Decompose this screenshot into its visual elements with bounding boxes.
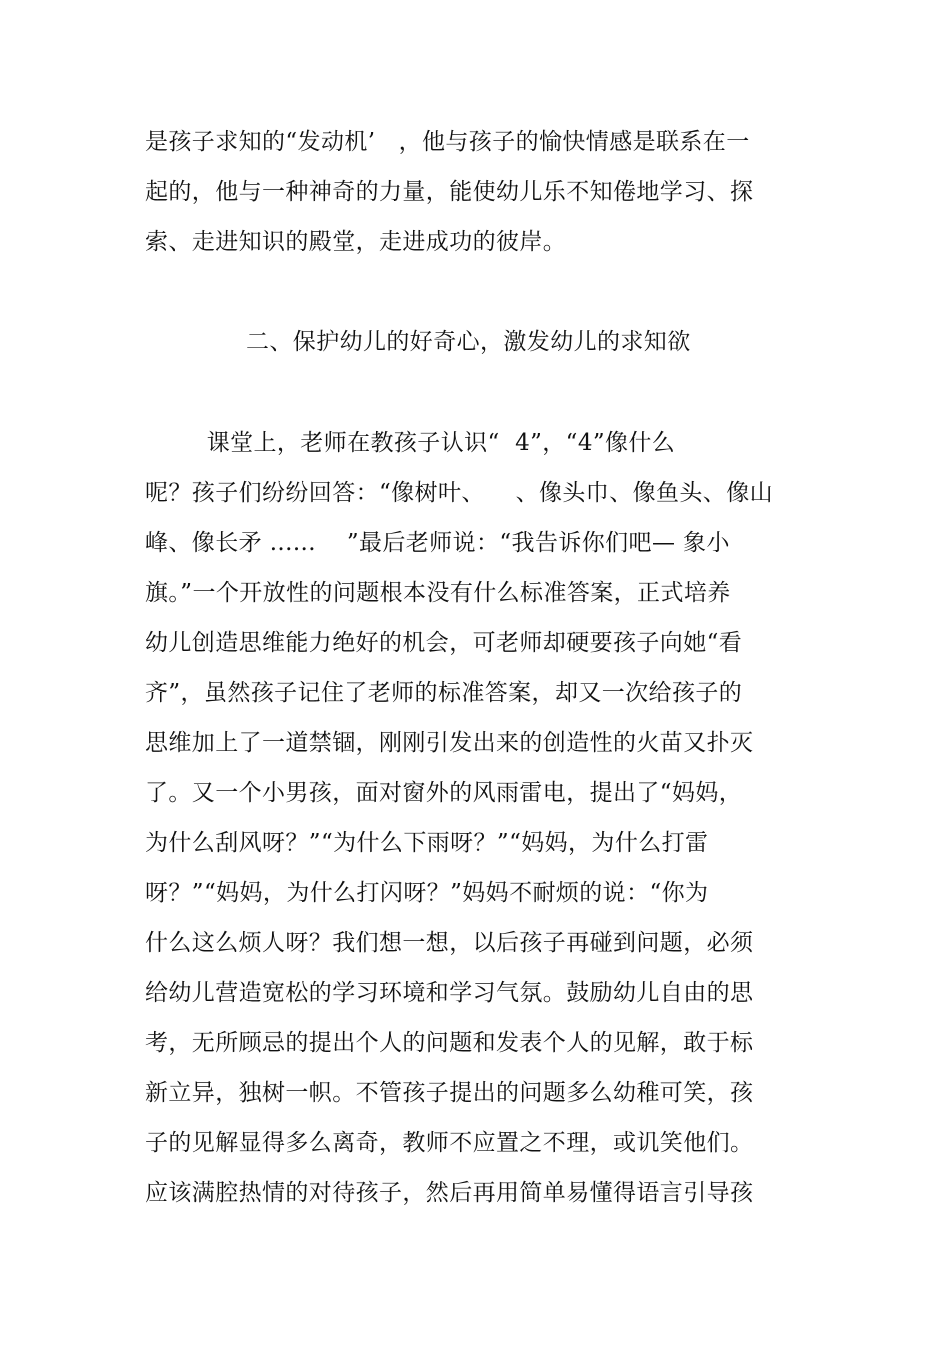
paragraph-line: 课堂上，老师在教孩子认识“ 4”，“4”像什么: [145, 430, 676, 456]
section-heading: 二、保护幼儿的好奇心，激发幼儿的求知欲: [246, 329, 691, 355]
paragraph-line: 起的，他与一种神奇的力量，能使幼儿乐不知倦地学习、探: [145, 179, 754, 205]
paragraph-line: 给幼儿营造宽松的学习环境和学习气氛。鼓励幼儿自由的思: [145, 980, 754, 1006]
paragraph-line: 思维加上了一道禁锢，刚刚引发出来的创造性的火苗又扑灭: [145, 730, 754, 756]
paragraph-line: 考，无所顾忌的提出个人的问题和发表个人的见解，敢于标: [145, 1030, 754, 1056]
paragraph-line: 旗。”一个开放性的问题根本没有什么标准答案，正式培养: [145, 580, 731, 606]
paragraph-line: 为什么刮风呀？”“为什么下雨呀？”“妈妈，为什么打雷: [145, 830, 709, 856]
paragraph-line: 什么这么烦人呀？我们想一想，以后孩子再碰到问题，必须: [145, 930, 754, 956]
paragraph-line: 了。又一个小男孩，面对窗外的风雨雷电，提出了“妈妈，: [145, 780, 743, 806]
paragraph-line: 呢？孩子们纷纷回答：“像树叶、 、像头巾、像鱼头、像山: [145, 480, 774, 506]
paragraph-line: 峰、像长矛 ...... ”最后老师说：“我告诉你们吧— 象小: [145, 530, 730, 556]
paragraph-line: 幼儿创造思维能力绝好的机会，可老师却硬要孩子向她“看: [145, 630, 743, 656]
paragraph-line: 新立异，独树一帜。不管孩子提出的问题多么幼稚可笑，孩: [145, 1080, 754, 1106]
paragraph-line: 是孩子求知的“发动机’ ，他与孩子的愉快情感是联系在一: [145, 129, 750, 155]
paragraph-line: 子的见解显得多么离奇，教师不应置之不理，或讥笑他们。: [145, 1130, 754, 1156]
paragraph-line: 应该满腔热情的对待孩子，然后再用简单易懂得语言引导孩: [145, 1180, 754, 1206]
paragraph-line: 索、走进知识的殿堂，走进成功的彼岸。: [145, 229, 567, 255]
paragraph-line: 呀？”“妈妈，为什么打闪呀？”妈妈不耐烦的说：“你为: [145, 880, 709, 906]
paragraph-line: 齐”，虽然孩子记住了老师的标准答案，却又一次给孩子的: [145, 680, 743, 706]
